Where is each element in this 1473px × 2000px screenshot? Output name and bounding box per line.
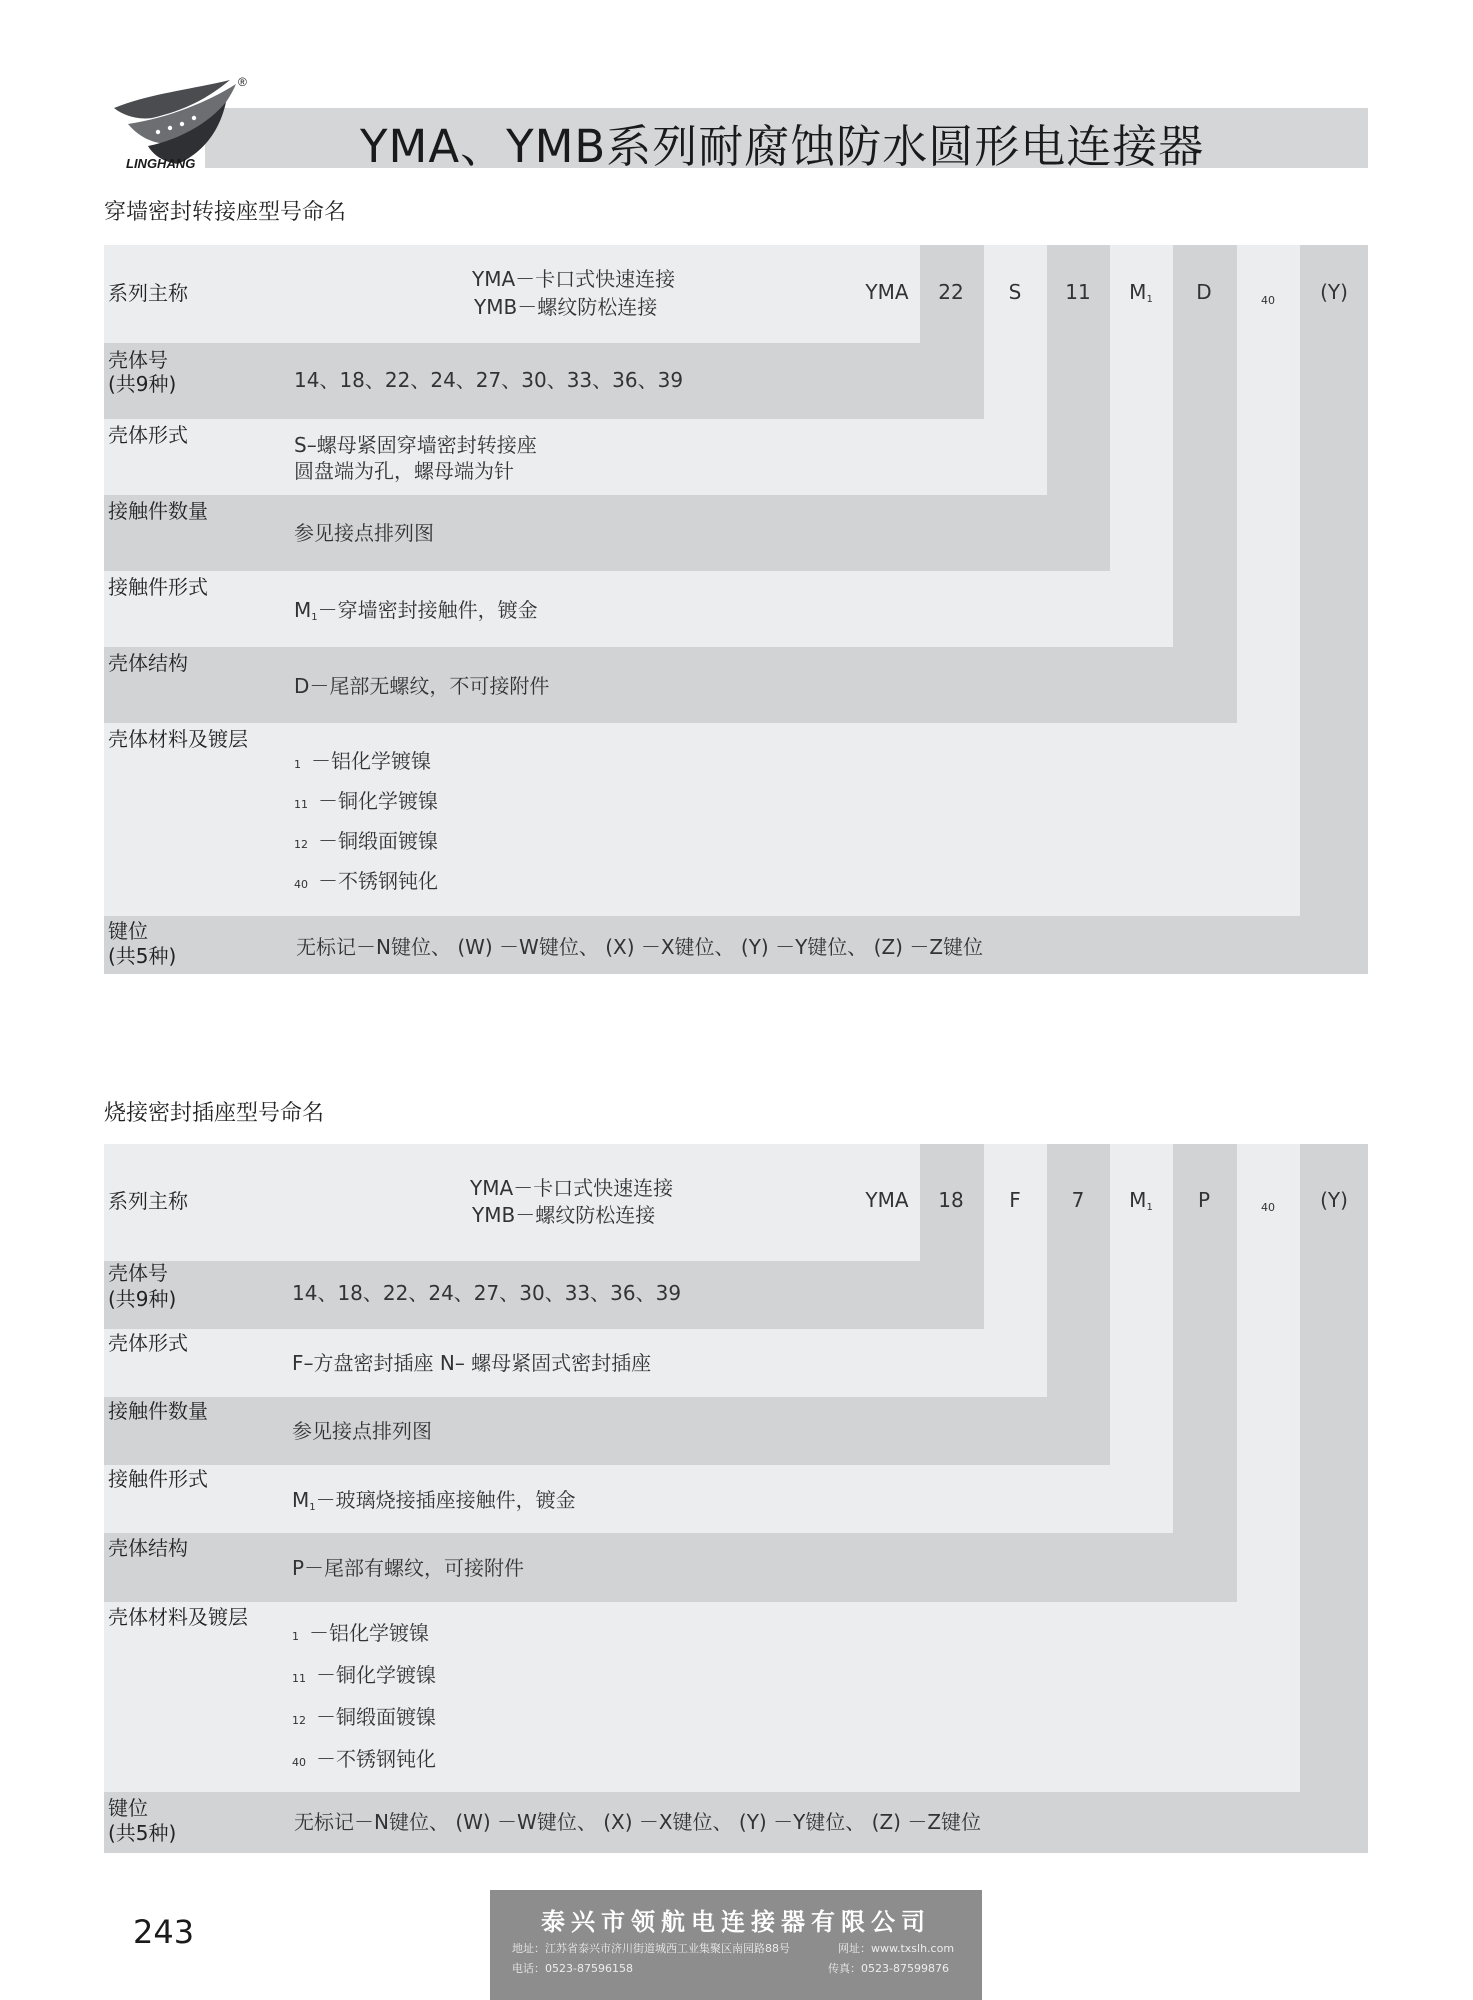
label-key-count: (共5种) xyxy=(108,944,177,968)
label-structure: 壳体结构 xyxy=(108,651,188,675)
label-shell-size-count: (共9种) xyxy=(108,372,177,396)
page-title: YMA、YMB系列耐腐蚀防水圆形电连接器 xyxy=(360,120,1205,173)
logo-text: LINGHANG xyxy=(126,156,196,171)
label-shell-form: 壳体形式 xyxy=(108,423,188,447)
material-item: 11 －铜化学镀镍 xyxy=(292,1663,436,1687)
material-item: 40 －不锈钢钝化 xyxy=(292,1747,436,1771)
desc-series-ymb: YMB－螺纹防松连接 xyxy=(474,295,658,319)
label-contacts: 接触件数量 xyxy=(108,1399,208,1423)
code-structure: P xyxy=(1197,1188,1211,1212)
label-key-count: (共5种) xyxy=(108,1821,177,1845)
label-shell-size-count: (共9种) xyxy=(108,1287,177,1311)
code-key: (Y) xyxy=(1320,280,1348,304)
footer-address: 地址：江苏省泰兴市济川街道城西工业集聚区南园路88号 xyxy=(512,1942,790,1955)
label-shell-size: 壳体号 xyxy=(108,1261,168,1285)
label-structure: 壳体结构 xyxy=(108,1536,188,1560)
desc-shell-size: 14、18、22、24、27、30、33、36、39 xyxy=(292,1281,682,1305)
label-shell-form: 壳体形式 xyxy=(108,1331,188,1355)
label-series: 系列主称 xyxy=(108,1189,188,1213)
material-item: 12 －铜缎面镀镍 xyxy=(294,829,438,853)
desc-contact-form: $M_1-$玻璃烧接插座接触件，镀金 xyxy=(292,1488,576,1513)
material-item: 1 －铝化学镀镍 xyxy=(294,749,431,773)
code-shell-size: 22 xyxy=(938,280,964,304)
code-contacts: 11 xyxy=(1065,280,1091,304)
label-series: 系列主称 xyxy=(108,281,188,305)
code-structure: D xyxy=(1196,280,1212,304)
desc-shell-form-1: S–螺母紧固穿墙密封转接座 xyxy=(294,433,537,457)
company-name: 泰兴市领航电连接器有限公司 xyxy=(541,1907,931,1936)
footer-website: 网址：www.txslh.com xyxy=(838,1942,955,1955)
section-title-sealed-receptacle: 烧接密封插座型号命名 xyxy=(104,1101,325,1126)
label-key: 键位 xyxy=(108,1796,148,1820)
label-contact-form: 接触件形式 xyxy=(108,1467,208,1491)
material-item: 1 －铝化学镀镍 xyxy=(292,1621,429,1645)
code-contacts: 7 xyxy=(1071,1188,1085,1212)
label-key: 键位 xyxy=(108,919,148,943)
label-shell-size: 壳体号 xyxy=(108,348,168,372)
registered-mark: ® xyxy=(238,75,247,89)
footer-fax: 传真：0523-87599876 xyxy=(828,1962,949,1975)
material-item: 12 －铜缎面镀镍 xyxy=(292,1705,436,1729)
code-contact-form: $M_1$ xyxy=(1129,280,1153,305)
code-contact-form: $M_1$ xyxy=(1129,1188,1153,1213)
desc-structure: D－尾部无螺纹，不可接附件 xyxy=(294,674,550,698)
code-shell-size: 18 xyxy=(938,1188,964,1212)
material-item: 11 －铜化学镀镍 xyxy=(294,789,438,813)
code-key: (Y) xyxy=(1320,1188,1348,1212)
desc-contact-form: $M_1-$穿墙密封接触件，镀金 xyxy=(294,598,538,623)
label-material: 壳体材料及镀层 xyxy=(108,727,248,751)
footer-phone: 电话：0523-87596158 xyxy=(512,1962,633,1975)
desc-shell-size: 14、18、22、24、27、30、33、36、39 xyxy=(294,368,684,392)
section-title-wall-adapter: 穿墙密封转接座型号命名 xyxy=(104,200,347,225)
page-number: 243 xyxy=(133,1913,195,1951)
code-series: YMA xyxy=(865,1188,909,1212)
desc-series-yma: YMA－卡口式快速连接 xyxy=(472,267,676,291)
desc-series-ymb: YMB－螺纹防松连接 xyxy=(472,1203,656,1227)
code-shell-form: F xyxy=(1009,1188,1021,1212)
desc-contacts: 参见接点排列图 xyxy=(292,1419,432,1443)
desc-contacts: 参见接点排列图 xyxy=(294,521,434,545)
desc-structure: P－尾部有螺纹，可接附件 xyxy=(292,1556,525,1580)
code-series: YMA xyxy=(865,280,909,304)
label-contact-form: 接触件形式 xyxy=(108,575,208,599)
desc-shell-form: F–方盘密封插座 N– 螺母紧固式密封插座 xyxy=(292,1351,652,1375)
code-material: 40 xyxy=(1261,1201,1275,1214)
code-material: 40 xyxy=(1261,294,1275,307)
material-item: 40 －不锈钢钝化 xyxy=(294,869,438,893)
code-shell-form: S xyxy=(1008,280,1022,304)
desc-series-yma: YMA－卡口式快速连接 xyxy=(470,1176,674,1200)
desc-shell-form-2: 圆盘端为孔，螺母端为针 xyxy=(294,459,514,483)
label-material: 壳体材料及镀层 xyxy=(108,1605,248,1629)
label-contacts: 接触件数量 xyxy=(108,499,208,523)
footer-company-box xyxy=(490,1890,982,2000)
desc-key: 无标记－N键位、 (W) －W键位、 (X) －X键位、 (Y) －Y键位、 (Z) －Z键位 xyxy=(296,935,984,959)
desc-key: 无标记－N键位、 (W) －W键位、 (X) －X键位、 (Y) －Y键位、 (Z) －Z键位 xyxy=(294,1810,982,1834)
